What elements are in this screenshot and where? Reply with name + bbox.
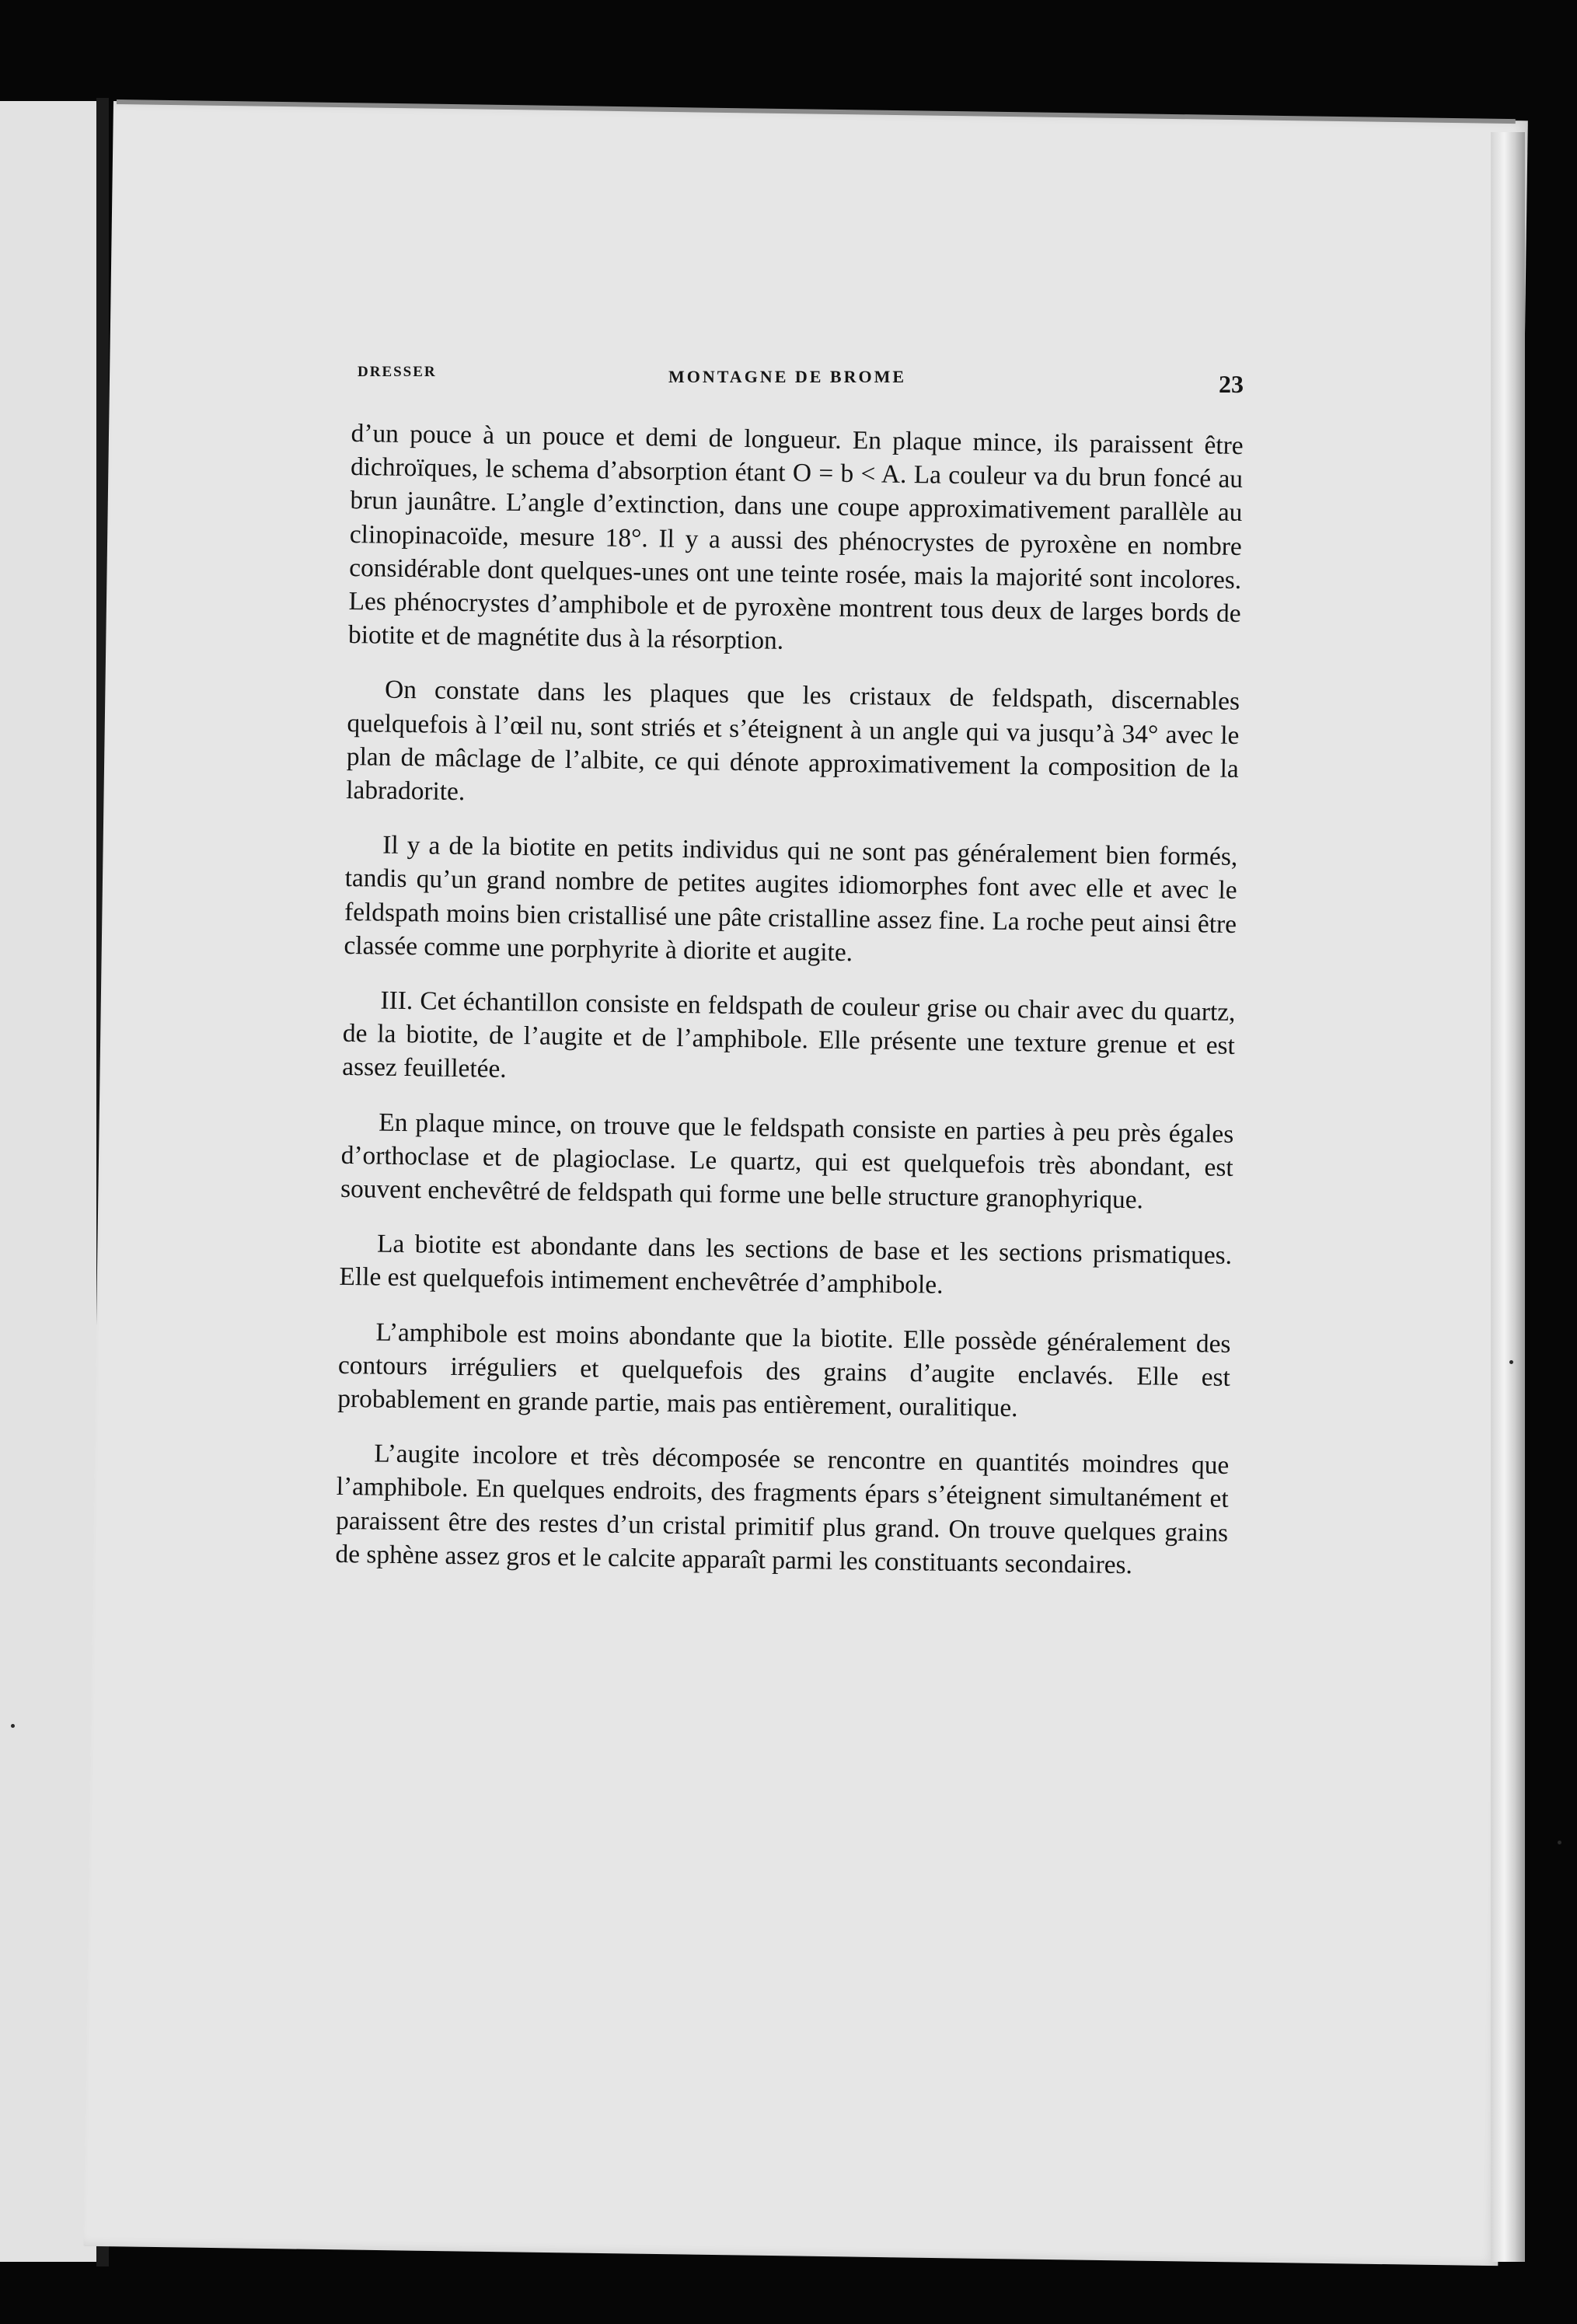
body-text — [335, 417, 1244, 1604]
paragraph: Il y a de la biotite en petits individus qui ne sont pas généralement bien formés, tandis qu’un grand nombre de petites augites idiomorphes font avec elle et avec le feldspath moins bien cristallisé une pâte cristalline assez fine. La roche peut ainsi être classée comme une porphyrite à diorite et augite. — [344, 830, 1238, 967]
scan-speck — [1509, 1360, 1513, 1364]
page-number: 23 — [1219, 370, 1244, 398]
paragraph: La biotite est abondante dans les sections de base et les sections prismatiques. Elle est quelquefois intimement enchevêtrée d’amphibole. — [339, 1229, 1233, 1300]
running-head-title: MONTAGNE DE BROME — [668, 367, 907, 386]
paragraph: En plaque mince, on trouve que le feldspath consiste en parties à peu près égales d’orthoclase et de plagioclase. Le quartz, qui est quelquefois très abondant, est souvent enchevêtré de feldspath qui forme une belle structure granophyrique. — [340, 1108, 1234, 1215]
paragraph: d’un pouce à un pouce et demi de longueur. En plaque mince, ils paraissent être dichroïques, le schema d’absorption étant O = b < A. La couleur va du brun foncé au brun jaunâtre. L’angle d’extinction, dans une coupe approximativement parallèle au clinopinacoïde, mesure 18°. Il y a aussi des phénocrystes de pyroxène en nombre considérable dont quelques-unes ont une teinte rosée, mais la majorité sont incolores. Les phénocrystes d’amphibole et de pyroxène montrent tous deux de larges bords de biotite et de magnétite dus à la résorption. — [347, 418, 1244, 656]
running-header — [358, 364, 1244, 398]
scan-speck — [11, 1724, 15, 1728]
scan-speck — [1558, 1841, 1561, 1844]
facing-page-edge — [0, 101, 99, 2262]
paragraph: L’augite incolore et très décomposée se rencontre en quantités moindres que l’amphibole. En quelques endroits, des fragments épars s’éteignent simultanément et paraissent être des restes d’un cristal primitif plus grand. On trouve quelques grains de sphène assez gros et le calcite apparaît parmi les constituants secondaires. — [335, 1439, 1230, 1580]
page-edge-stack — [1491, 132, 1525, 2262]
running-head-author: DRESSER — [358, 364, 437, 380]
paragraph: L’amphibole est moins abondante que la biotite. Elle possède généralement des contours irréguliers et quelquefois des grains d’augite enclavés. Elle est probablement en grande partie, mais pas entièrement, ouralitique. — [337, 1317, 1231, 1423]
paragraph: III. Cet échantillon consiste en feldspath de couleur grise ou chair avec du quartz, de la biotite, de l’augite et de l’amphibole. Elle présente une texture grenue et est assez feuilletée. — [342, 986, 1236, 1084]
paragraph: On constate dans les plaques que les cristaux de feldspath, discernables quelquefois à l’œil nu, sont striés et s’éteignent à un angle qui va jusqu’à 34° avec le plan de mâclage de l’albite, ce qui dénote approximativement la composition de la labradorite. — [346, 675, 1240, 807]
